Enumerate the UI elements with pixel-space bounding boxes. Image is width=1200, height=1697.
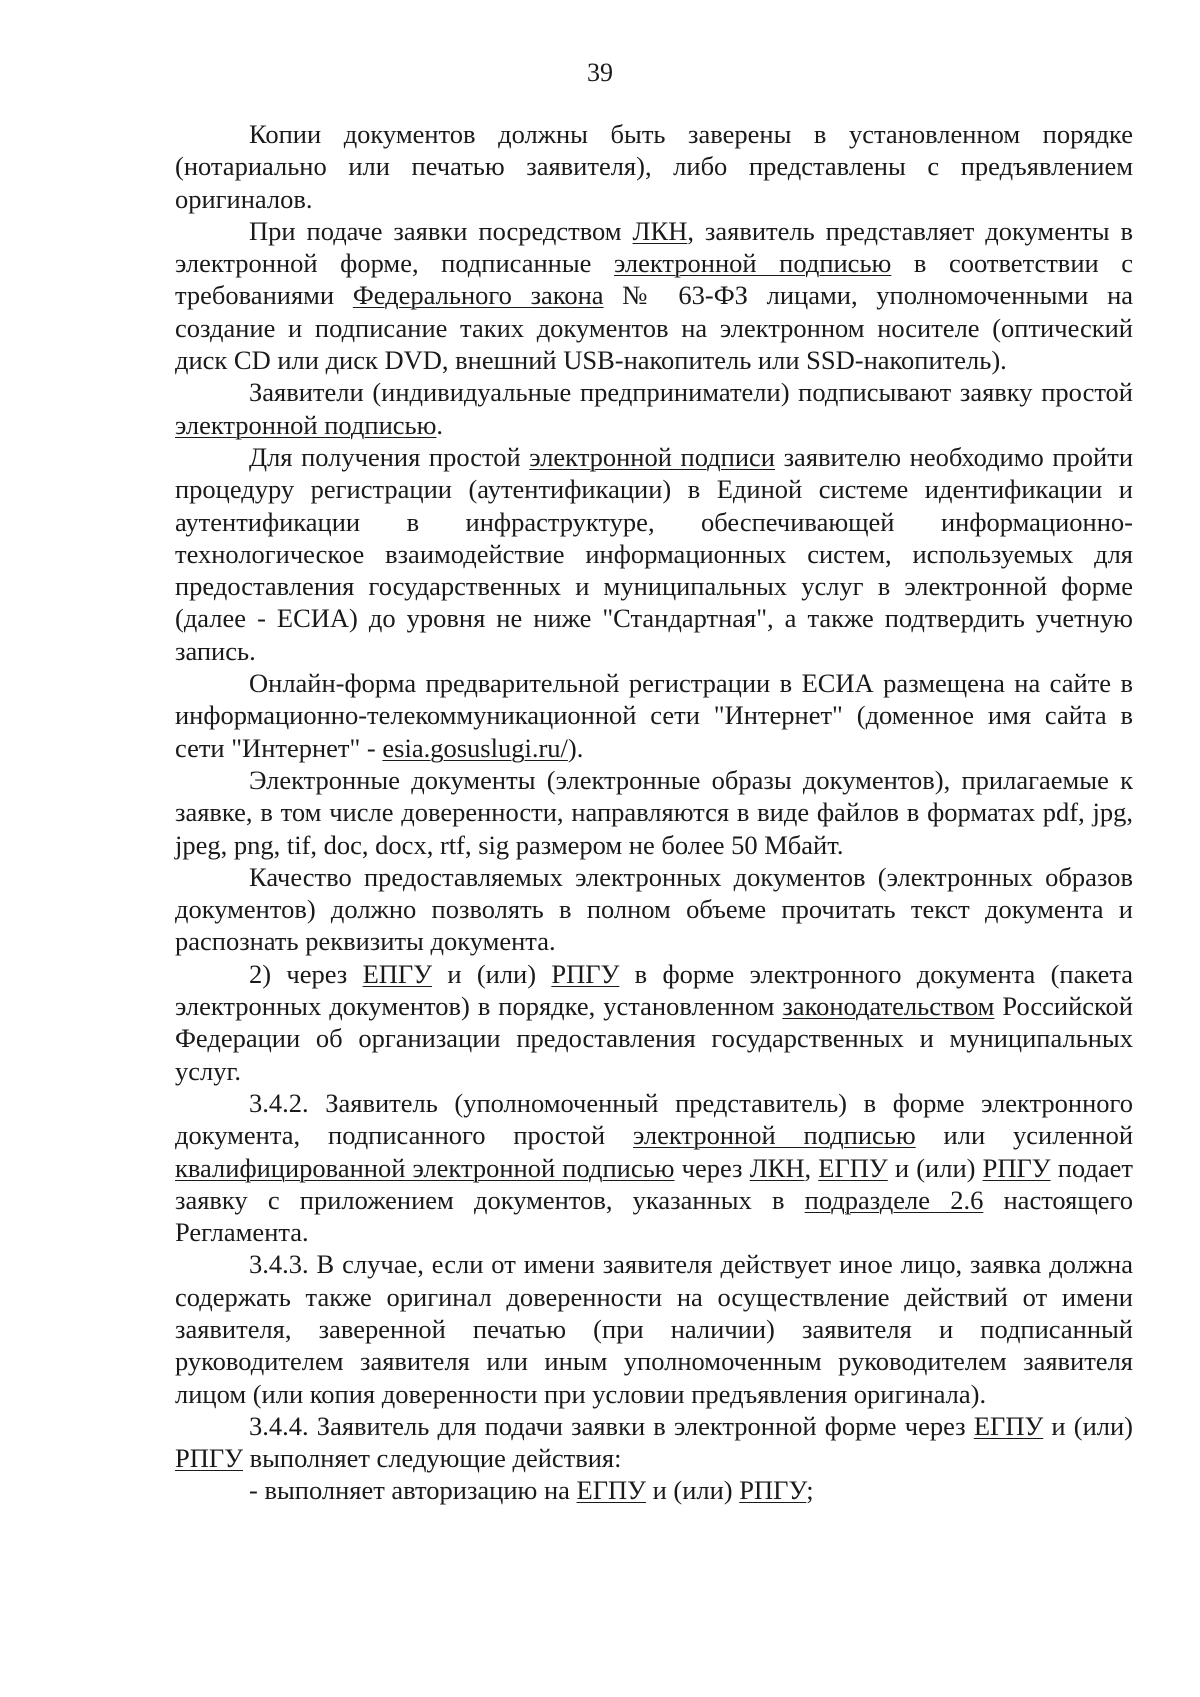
paragraph-text: Заявители (индивидуальные предприниматели) подписывают заявку простой	[249, 377, 1133, 408]
reference-link[interactable]: esia.gosuslugi.ru/	[382, 732, 568, 763]
paragraph-text: заявителю необходимо пройти процедуру регистрации (аутентификации) в Единой системе идентификации и аутентификации в инфраструктуре, обеспечивающей информационно-технологическое взаимодействие информационных систем, используемых для предоставления государственных и муниципальных услуг в электронной форме (далее - ЕСИА) до уровня не ниже "Стандартная", а также подтвердить учетную запись.	[175, 441, 1133, 666]
reference-link[interactable]: РПГУ	[175, 1443, 243, 1474]
paragraph	[175, 118, 1133, 215]
paragraph-text: подает заявку с приложением документов, указанных в	[175, 1152, 1133, 1215]
paragraph-text: № 63-ФЗ лицами, уполномоченными на создание и подписание таких документов на электронном носителе (оптический диск CD или диск DVD, внешний USB-накопитель или SSD-накопитель).	[175, 280, 1134, 376]
reference-link[interactable]: ЛКН	[749, 1152, 805, 1183]
paragraph	[175, 667, 1133, 764]
paragraph-text: 2) через	[249, 958, 363, 989]
reference-link[interactable]: Федерального закона	[352, 280, 604, 311]
reference-link[interactable]: электронной подписи	[529, 441, 775, 472]
paragraph	[175, 215, 1133, 376]
paragraph-text: При подаче заявки посредством	[249, 215, 633, 246]
paragraph-text: 3.4.2. Заявитель (уполномоченный представитель) в форме электронного документа, подписанного простой	[175, 1087, 1133, 1151]
reference-link[interactable]: электронной подписью	[175, 409, 437, 440]
reference-link[interactable]: электронной подписью	[633, 1120, 916, 1151]
paragraph	[175, 1410, 1133, 1475]
reference-link[interactable]: ЕГПУ	[818, 1152, 888, 1183]
paragraph-text: , заявитель представляет документы в электронной форме, подписанные	[175, 215, 1134, 279]
paragraph-text: Качество предоставляемых электронных документов (электронных образов документов) должно позволять в полном объеме прочитать текст документа и распознать реквизиты документа.	[175, 861, 1133, 957]
paragraph-text: ).	[567, 732, 584, 763]
paragraph-text: и (или)	[1043, 1410, 1133, 1441]
reference-link[interactable]: законодательством	[782, 991, 995, 1022]
reference-link[interactable]: электронной подписью	[614, 248, 892, 279]
reference-link[interactable]: ЕПГУ	[362, 958, 433, 989]
reference-link[interactable]: РПГУ	[739, 1475, 807, 1506]
paragraph	[175, 1474, 1133, 1506]
reference-link[interactable]: РПГУ	[982, 1152, 1051, 1183]
reference-link[interactable]: квалифицированной электронной подписью	[175, 1152, 675, 1183]
paragraph-text: через	[674, 1152, 750, 1183]
paragraph-text: или усиленной	[915, 1120, 1134, 1151]
paragraph	[175, 441, 1133, 667]
paragraph-text: 3.4.3. В случае, если от имени заявителя действует иное лицо, заявка должна содержать также оригинал доверенности на осуществление действий от имени заявителя, заверенной печатью (при наличии) заявителя и подписанный руководителем заявителя или иным уполномоченным руководителем заявителя лицом (или копия доверенности при условии предъявления оригинала).	[175, 1249, 1133, 1409]
reference-link[interactable]: ЛКН	[632, 215, 688, 246]
paragraph	[175, 1248, 1133, 1409]
reference-link[interactable]: подразделе 2.6	[804, 1184, 984, 1215]
paragraph-text: 3.4.4. Заявитель для подачи заявки в электронной форме через	[249, 1410, 974, 1441]
paragraph-text: настоящего Регламента.	[175, 1184, 1133, 1248]
paragraph-text: в форме электронного документа (пакета электронных документов) в порядке, установленном	[175, 958, 1134, 1022]
reference-link[interactable]: ЕГПУ	[973, 1410, 1044, 1441]
document-body	[175, 118, 1133, 1507]
paragraph-text: ;	[806, 1475, 814, 1506]
paragraph-text: и (или)	[887, 1152, 983, 1183]
paragraph	[175, 861, 1133, 958]
paragraph-text: и (или)	[432, 958, 552, 989]
reference-link[interactable]: РПГУ	[551, 958, 620, 989]
paragraph-text: Российской Федерации об организации предоставления государственных и муниципальных услуг.	[175, 991, 1133, 1086]
paragraph-text: ,	[804, 1152, 819, 1183]
paragraph-text: Электронные документы (электронные образы документов), прилагаемые к заявке, в том числе доверенности, направляются в виде файлов в форматах pdf, jpg, jpeg, png, tif, doc, docx, rtf, sig размером не более 50 Мбайт.	[175, 764, 1133, 860]
paragraph-text: - выполняет авторизацию на	[249, 1475, 577, 1506]
paragraph	[175, 376, 1133, 441]
paragraph-text: выполняет следующие действия:	[242, 1443, 622, 1474]
paragraph	[175, 1087, 1133, 1248]
page-number: 39	[587, 58, 613, 87]
paragraph-text: в соответствии с требованиями	[175, 248, 1134, 311]
paragraph-text: и (или)	[645, 1475, 740, 1506]
paragraph-text: Онлайн-форма предварительной регистрации в ЕСИА размещена на сайте в информационно-телекоммуникационной сети "Интернет" (доменное имя сайта в сети "Интернет" -	[175, 668, 1133, 763]
reference-link[interactable]: ЕГПУ	[576, 1475, 646, 1506]
paragraph	[175, 764, 1133, 861]
paragraph-text: Копии документов должны быть заверены в установленном порядке (нотариально или печатью заявителя), либо представлены с предъявлением оригиналов.	[175, 119, 1133, 214]
paragraph-text: Для получения простой	[249, 441, 530, 472]
paragraph	[175, 958, 1133, 1087]
paragraph-text: .	[436, 409, 444, 440]
